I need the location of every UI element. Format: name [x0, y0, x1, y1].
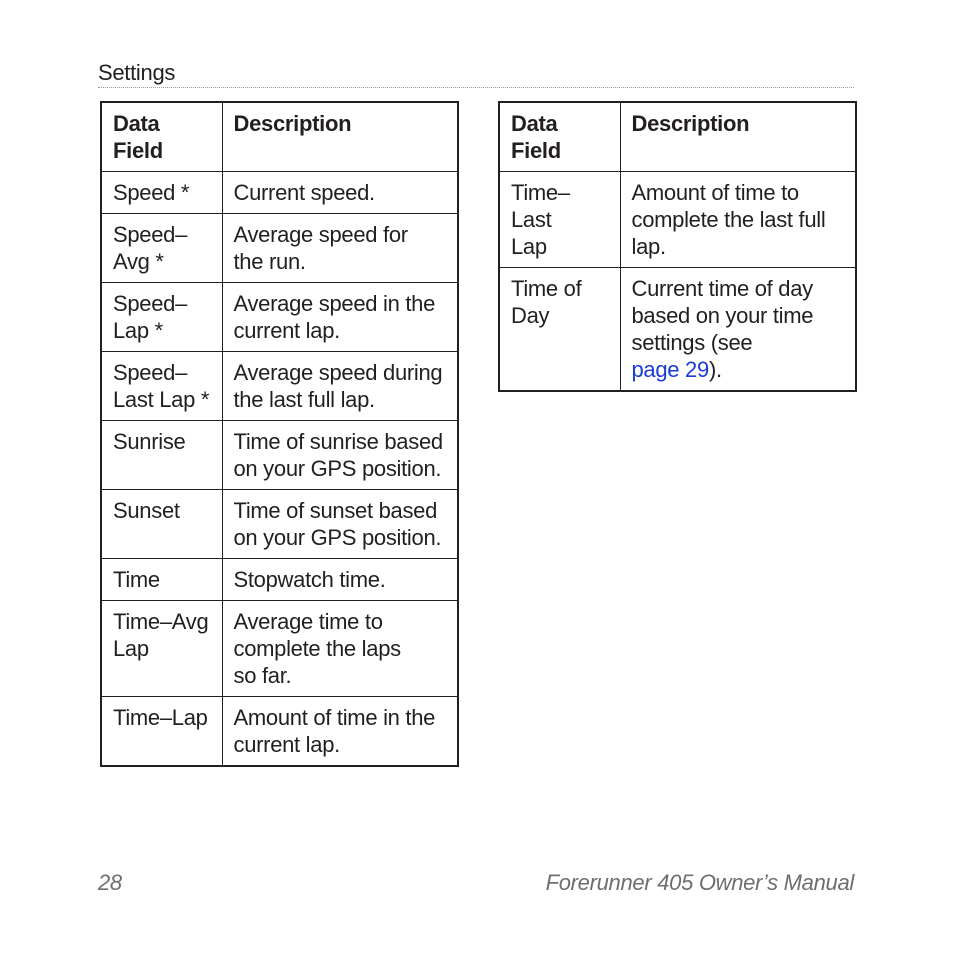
field-name: Time–Avg Lap [101, 601, 222, 697]
field-description: Stopwatch time. [222, 559, 458, 601]
section-header: Settings [98, 60, 176, 85]
table-row [101, 490, 458, 559]
table-row [101, 214, 458, 283]
field-name: Sunset [101, 490, 222, 559]
field-description: Average speed during the last full lap. [222, 352, 458, 421]
field-name: Speed * [101, 172, 222, 214]
table-row [101, 172, 458, 214]
table-row [101, 283, 458, 352]
field-description: Time of sunset based on your GPS position. [222, 490, 458, 559]
field-name: Sunrise [101, 421, 222, 490]
field-description: Average speed in the current lap. [222, 283, 458, 352]
field-name: Speed– Lap * [101, 283, 222, 352]
page-number: 28 [98, 870, 122, 895]
description-text: Current time of day based on your time settings (see [631, 276, 814, 355]
field-name: Speed– Avg * [101, 214, 222, 283]
field-description: Current speed. [222, 172, 458, 214]
header-data-field: Data Field [499, 102, 620, 172]
description-text-end: ). [708, 357, 722, 382]
field-name: Time–Last Lap [499, 172, 620, 268]
field-description: Average speed for the run. [222, 214, 458, 283]
field-name: Time–Lap [101, 697, 222, 767]
field-description [620, 268, 856, 392]
table-row [499, 172, 856, 268]
header-description: Description [620, 102, 856, 172]
field-description: Amount of time to complete the last full lap. [620, 172, 856, 268]
page-29-link[interactable]: page 29 [631, 357, 709, 382]
table-header-row [101, 102, 458, 172]
header-divider [98, 87, 854, 88]
table-row [101, 421, 458, 490]
table-row [101, 697, 458, 767]
field-name: Speed– Last Lap * [101, 352, 222, 421]
manual-title: Forerunner 405 Owner’s Manual [545, 870, 854, 895]
field-name: Time [101, 559, 222, 601]
header-data-field: Data Field [101, 102, 222, 172]
header-description: Description [222, 102, 458, 172]
field-description: Average time to complete the laps so far. [222, 601, 458, 697]
table-row [101, 352, 458, 421]
table-row [499, 268, 856, 392]
table-row [101, 559, 458, 601]
field-description: Amount of time in the current lap. [222, 697, 458, 767]
field-description: Time of sunrise based on your GPS position. [222, 421, 458, 490]
data-fields-table-left [100, 101, 459, 767]
table-row [101, 601, 458, 697]
table-header-row [499, 102, 856, 172]
field-name: Time of Day [499, 268, 620, 392]
data-fields-table-right [498, 101, 857, 392]
